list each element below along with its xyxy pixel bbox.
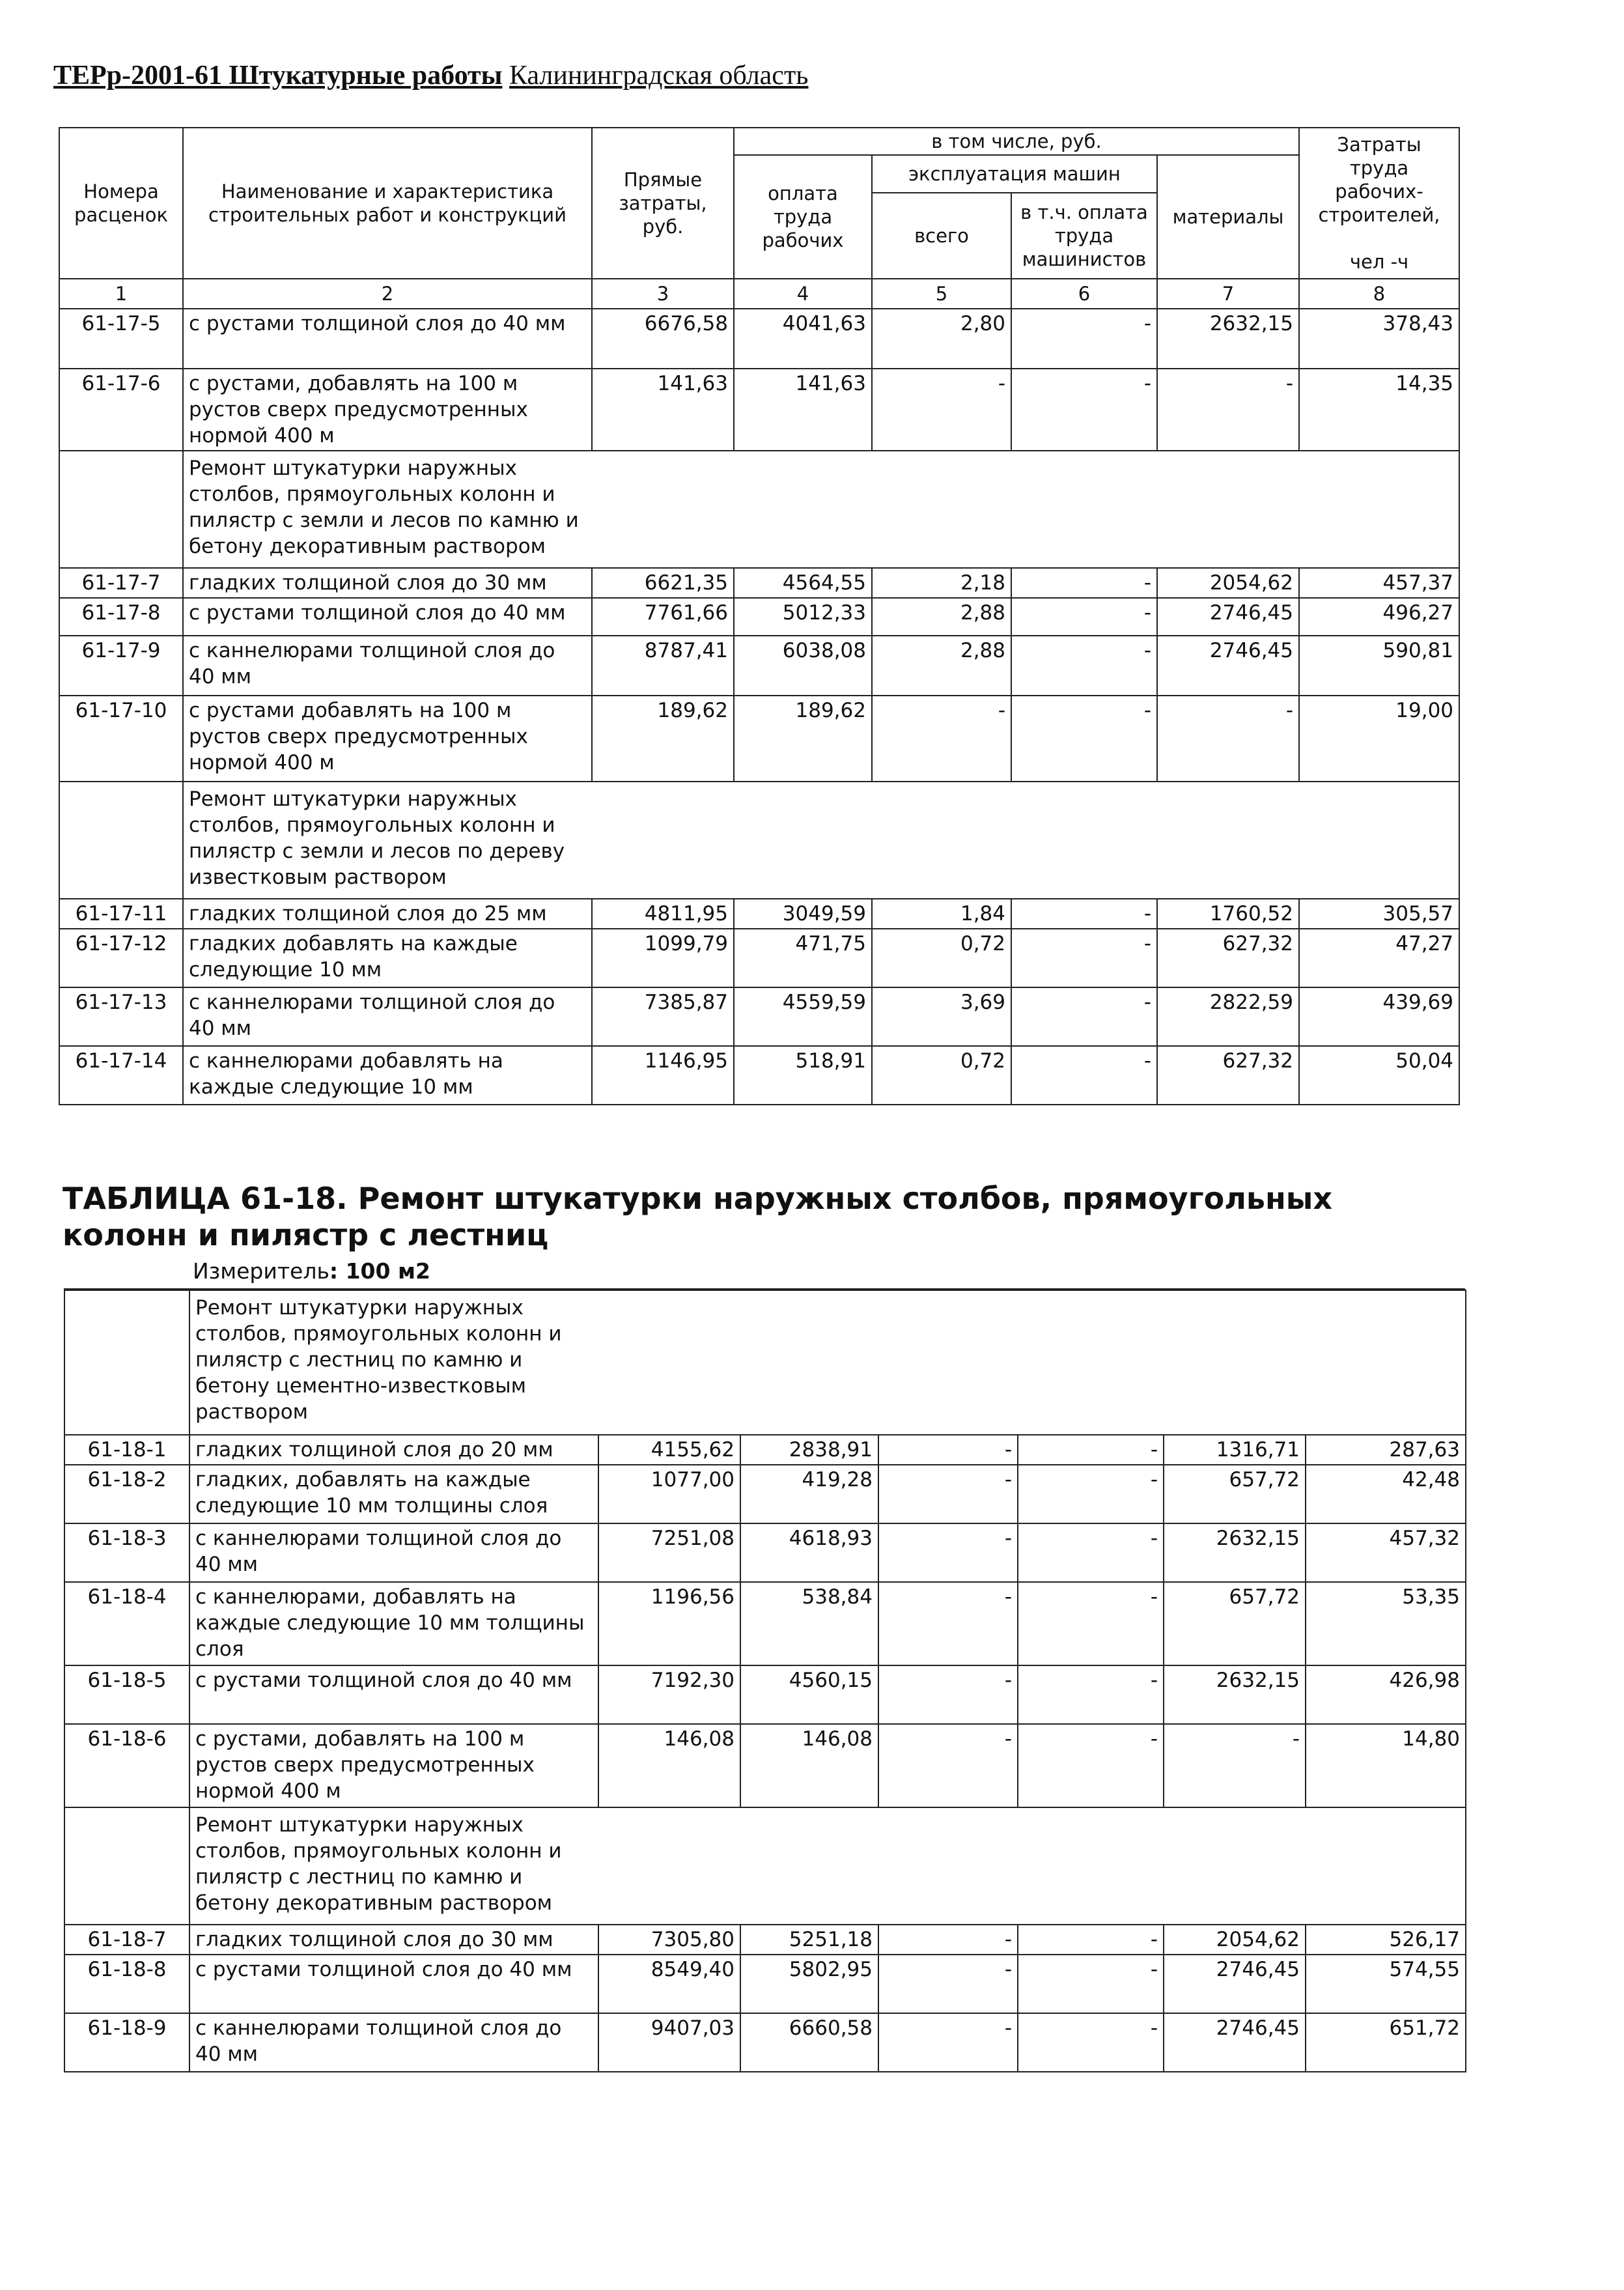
rate-code: 61-18-5 <box>64 1665 189 1724</box>
labor-cost: 287,63 <box>1306 1435 1466 1465</box>
direct-cost: 4155,62 <box>598 1435 740 1465</box>
machines-wage-cost: - <box>1011 598 1157 636</box>
table-row <box>59 568 1459 598</box>
machines-wage-cost: - <box>1018 1925 1164 1955</box>
direct-cost: 7251,08 <box>598 1523 740 1582</box>
materials-cost: 1316,71 <box>1164 1435 1306 1465</box>
group-heading-row <box>64 1290 1466 1435</box>
wage-cost: 419,28 <box>740 1465 878 1523</box>
machines-cost: 2,18 <box>872 568 1011 598</box>
machines-wage-cost: - <box>1018 1665 1164 1724</box>
wage-cost: 146,08 <box>740 1724 878 1807</box>
work-name: гладких толщиной слоя до 20 мм <box>189 1435 598 1465</box>
document-region: Калининградская область <box>509 61 809 91</box>
wage-cost: 4618,93 <box>740 1523 878 1582</box>
group-heading <box>183 451 1459 568</box>
labor-label: Затраты труда рабочих-строителей, <box>1318 134 1440 226</box>
wage-cost: 6038,08 <box>734 636 872 696</box>
labor-cost: 439,69 <box>1299 987 1459 1046</box>
machines-cost: - <box>878 1665 1018 1724</box>
machines-wage-cost: - <box>1011 369 1157 451</box>
work-name: с рустами толщиной слоя до 40 мм <box>183 309 592 369</box>
materials-cost: 627,32 <box>1157 1046 1299 1105</box>
materials-cost: 2746,45 <box>1157 598 1299 636</box>
col-num: 5 <box>872 279 1011 309</box>
materials-cost: 2746,45 <box>1164 2013 1306 2072</box>
rate-code: 61-17-5 <box>59 309 183 369</box>
work-name: гладких толщиной слоя до 25 мм <box>183 899 592 929</box>
labor-cost: 14,80 <box>1306 1724 1466 1807</box>
wage-cost: 141,63 <box>734 369 872 451</box>
table-row <box>59 987 1459 1046</box>
materials-cost: 2746,45 <box>1164 1955 1306 2013</box>
rate-code: 61-18-7 <box>64 1925 189 1955</box>
direct-cost: 4811,95 <box>592 899 734 929</box>
table-row <box>64 1665 1466 1724</box>
group-heading-text: Ремонт штукатурки наружных столбов, прямоугольных колонн и пилястр с земли и лесов по камню и бетону декоративным раствором <box>189 457 579 558</box>
labor-cost: 457,37 <box>1299 568 1459 598</box>
labor-cost: 651,72 <box>1306 2013 1466 2072</box>
machines-wage-cost: - <box>1018 2013 1164 2072</box>
wage-cost: 4560,15 <box>740 1665 878 1724</box>
table-row <box>59 598 1459 636</box>
machines-cost: 0,72 <box>872 929 1011 987</box>
machines-wage-cost: - <box>1011 987 1157 1046</box>
machines-wage-cost: - <box>1018 1724 1164 1807</box>
work-name: с каннелюрами толщиной слоя до 40 мм <box>189 2013 598 2072</box>
materials-cost: 2632,15 <box>1164 1665 1306 1724</box>
table-row <box>59 369 1459 451</box>
measure-unit <box>193 1258 430 1284</box>
machines-wage-cost: - <box>1011 929 1157 987</box>
machines-cost: - <box>878 1582 1018 1665</box>
direct-cost: 7305,80 <box>598 1925 740 1955</box>
work-name: гладких толщиной слоя до 30 мм <box>189 1925 598 1955</box>
machines-cost: - <box>878 1955 1018 2013</box>
group-heading-text: Ремонт штукатурки наружных столбов, прямоугольных колонн и пилястр с земли и лесов по дереву известковым раствором <box>189 787 565 889</box>
labor-cost: 426,98 <box>1306 1665 1466 1724</box>
direct-cost: 1196,56 <box>598 1582 740 1665</box>
col-header-direct: Прямые затраты, руб. <box>592 128 734 279</box>
machines-cost: - <box>878 1435 1018 1465</box>
machines-cost: - <box>878 1465 1018 1523</box>
machines-wage-cost: - <box>1011 899 1157 929</box>
table-row <box>59 636 1459 696</box>
col-num: 3 <box>592 279 734 309</box>
labor-cost: 457,32 <box>1306 1523 1466 1582</box>
col-num: 8 <box>1299 279 1459 309</box>
materials-cost: 657,72 <box>1164 1582 1306 1665</box>
col-header-labor <box>1299 128 1459 279</box>
labor-cost: 19,00 <box>1299 696 1459 782</box>
direct-cost: 189,62 <box>592 696 734 782</box>
rate-code: 61-18-1 <box>64 1435 189 1465</box>
rate-code: 61-17-10 <box>59 696 183 782</box>
materials-cost: 2054,62 <box>1164 1925 1306 1955</box>
rate-code: 61-17-7 <box>59 568 183 598</box>
machines-wage-cost: - <box>1018 1955 1164 2013</box>
work-name: с рустами толщиной слоя до 40 мм <box>189 1665 598 1724</box>
machines-cost: - <box>878 1523 1018 1582</box>
machines-cost: - <box>878 2013 1018 2072</box>
col-header-machines-total: всего <box>872 193 1011 279</box>
materials-cost: 657,72 <box>1164 1465 1306 1523</box>
work-name: гладких добавлять на каждые следующие 10 мм <box>183 929 592 987</box>
col-header-incl: в том числе, руб. <box>734 128 1299 155</box>
group-heading-row <box>64 1807 1466 1925</box>
group-empty-cell <box>59 451 183 568</box>
machines-wage-cost: - <box>1011 1046 1157 1105</box>
labor-cost: 496,27 <box>1299 598 1459 636</box>
materials-cost: - <box>1164 1724 1306 1807</box>
wage-cost: 4559,59 <box>734 987 872 1046</box>
wage-cost: 2838,91 <box>740 1435 878 1465</box>
work-name: с каннелюрами толщиной слоя до 40 мм <box>189 1523 598 1582</box>
direct-cost: 7385,87 <box>592 987 734 1046</box>
wage-cost: 3049,59 <box>734 899 872 929</box>
labor-cost: 53,35 <box>1306 1582 1466 1665</box>
page-title <box>53 60 808 91</box>
labor-cost: 526,17 <box>1306 1925 1466 1955</box>
work-name: с рустами, добавлять на 100 м рустов сверх предусмотренных нормой 400 м <box>189 1724 598 1807</box>
col-header-wage: оплата труда рабочих <box>734 155 872 279</box>
labor-cost: 42,48 <box>1306 1465 1466 1523</box>
group-heading <box>189 1290 1466 1435</box>
machines-cost: 2,80 <box>872 309 1011 369</box>
measure-label: Измеритель <box>193 1258 329 1284</box>
table-row <box>59 696 1459 782</box>
work-name: с каннелюрами толщиной слоя до 40 мм <box>183 636 592 696</box>
labor-cost: 590,81 <box>1299 636 1459 696</box>
rates-table-61-17 <box>59 127 1460 1105</box>
table-row <box>64 1724 1466 1807</box>
direct-cost: 1077,00 <box>598 1465 740 1523</box>
work-name: с рустами толщиной слоя до 40 мм <box>183 598 592 636</box>
direct-cost: 6676,58 <box>592 309 734 369</box>
group-heading-text: Ремонт штукатурки наружных столбов, прямоугольных колонн и пилястр с лестниц по камню и бетону декоративным раствором <box>195 1813 562 1915</box>
col-header-materials: материалы <box>1157 155 1299 279</box>
machines-cost: 0,72 <box>872 1046 1011 1105</box>
rates-table-61-18 <box>64 1290 1466 2072</box>
wage-cost: 4041,63 <box>734 309 872 369</box>
table-row <box>59 929 1459 987</box>
materials-cost: 1760,52 <box>1157 899 1299 929</box>
rate-code: 61-18-9 <box>64 2013 189 2072</box>
machines-wage-cost: - <box>1018 1582 1164 1665</box>
materials-cost: - <box>1157 696 1299 782</box>
labor-cost: 574,55 <box>1306 1955 1466 2013</box>
labor-cost: 305,57 <box>1299 899 1459 929</box>
work-name: гладких, добавлять на каждые следующие 10 мм толщины слоя <box>189 1465 598 1523</box>
col-header-machines-wage: в т.ч. оплата труда машинистов <box>1011 193 1157 279</box>
work-name: с рустами, добавлять на 100 м рустов сверх предусмотренных нормой 400 м <box>183 369 592 451</box>
direct-cost: 1146,95 <box>592 1046 734 1105</box>
direct-cost: 1099,79 <box>592 929 734 987</box>
machines-wage-cost: - <box>1011 309 1157 369</box>
measure-value: : 100 м2 <box>329 1258 430 1284</box>
direct-cost: 8787,41 <box>592 636 734 696</box>
wage-cost: 471,75 <box>734 929 872 987</box>
machines-cost: - <box>872 369 1011 451</box>
group-heading-text: Ремонт штукатурки наружных столбов, прямоугольных колонн и пилястр с лестниц по камню и бетону цементно-известковым раствором <box>195 1296 562 1424</box>
labor-cost: 47,27 <box>1299 929 1459 987</box>
table-row <box>64 1582 1466 1665</box>
materials-cost: 2054,62 <box>1157 568 1299 598</box>
wage-cost: 5251,18 <box>740 1925 878 1955</box>
wage-cost: 189,62 <box>734 696 872 782</box>
machines-wage-cost: - <box>1018 1523 1164 1582</box>
table-row <box>64 1955 1466 2013</box>
table-row <box>64 1465 1466 1523</box>
col-num: 4 <box>734 279 872 309</box>
wage-cost: 5802,95 <box>740 1955 878 2013</box>
col-num: 6 <box>1011 279 1157 309</box>
machines-cost: - <box>878 1724 1018 1807</box>
rate-code: 61-17-12 <box>59 929 183 987</box>
group-heading-row <box>59 782 1459 899</box>
direct-cost: 7192,30 <box>598 1665 740 1724</box>
machines-cost: 1,84 <box>872 899 1011 929</box>
work-name: с рустами добавлять на 100 м рустов сверх предусмотренных нормой 400 м <box>183 696 592 782</box>
machines-wage-cost: - <box>1011 696 1157 782</box>
work-name: с каннелюрами, добавлять на каждые следующие 10 мм толщины слоя <box>189 1582 598 1665</box>
direct-cost: 6621,35 <box>592 568 734 598</box>
document-code: ТЕРр-2001-61 Штукатурные работы <box>53 61 503 91</box>
labor-unit: чел -ч <box>1349 251 1409 273</box>
group-empty-cell <box>59 782 183 899</box>
group-empty-cell <box>64 1807 189 1925</box>
machines-wage-cost: - <box>1011 636 1157 696</box>
machines-wage-cost: - <box>1018 1465 1164 1523</box>
group-heading-row <box>59 451 1459 568</box>
machines-cost: - <box>878 1925 1018 1955</box>
section-title: ТАБЛИЦА 61-18. Ремонт штукатурки наружных столбов, прямоугольных колонн и пилястр с лестниц <box>63 1181 1333 1252</box>
wage-cost: 518,91 <box>734 1046 872 1105</box>
group-empty-cell <box>64 1290 189 1435</box>
machines-wage-cost: - <box>1018 1435 1164 1465</box>
table-row <box>64 1925 1466 1955</box>
rate-code: 61-17-9 <box>59 636 183 696</box>
rate-code: 61-18-6 <box>64 1724 189 1807</box>
machines-cost: 3,69 <box>872 987 1011 1046</box>
materials-cost: 2632,15 <box>1157 309 1299 369</box>
col-header-code: Номера расценок <box>59 128 183 279</box>
col-num: 7 <box>1157 279 1299 309</box>
rate-code: 61-17-8 <box>59 598 183 636</box>
col-header-name: Наименование и характеристика строительных работ и конструкций <box>183 128 592 279</box>
wage-cost: 5012,33 <box>734 598 872 636</box>
machines-wage-cost: - <box>1011 568 1157 598</box>
group-heading <box>189 1807 1466 1925</box>
table-row <box>59 1046 1459 1105</box>
table-row <box>59 899 1459 929</box>
materials-cost: 2822,59 <box>1157 987 1299 1046</box>
work-name: с каннелюрами толщиной слоя до 40 мм <box>183 987 592 1046</box>
table-row <box>64 2013 1466 2072</box>
materials-cost: 2746,45 <box>1157 636 1299 696</box>
labor-cost: 50,04 <box>1299 1046 1459 1105</box>
labor-cost: 14,35 <box>1299 369 1459 451</box>
table-row <box>59 309 1459 369</box>
rate-code: 61-18-4 <box>64 1582 189 1665</box>
rate-code: 61-18-3 <box>64 1523 189 1582</box>
wage-cost: 4564,55 <box>734 568 872 598</box>
rate-code: 61-17-6 <box>59 369 183 451</box>
rate-code: 61-17-13 <box>59 987 183 1046</box>
materials-cost: - <box>1157 369 1299 451</box>
col-num: 1 <box>59 279 183 309</box>
table-row <box>64 1523 1466 1582</box>
labor-cost: 378,43 <box>1299 309 1459 369</box>
wage-cost: 538,84 <box>740 1582 878 1665</box>
rate-code: 61-17-14 <box>59 1046 183 1105</box>
rate-code: 61-18-2 <box>64 1465 189 1523</box>
direct-cost: 9407,03 <box>598 2013 740 2072</box>
direct-cost: 7761,66 <box>592 598 734 636</box>
direct-cost: 141,63 <box>592 369 734 451</box>
work-name: с рустами толщиной слоя до 40 мм <box>189 1955 598 2013</box>
materials-cost: 627,32 <box>1157 929 1299 987</box>
materials-cost: 2632,15 <box>1164 1523 1306 1582</box>
wage-cost: 6660,58 <box>740 2013 878 2072</box>
col-header-machines: эксплуатация машин <box>872 155 1157 193</box>
machines-cost: 2,88 <box>872 636 1011 696</box>
work-name: гладких толщиной слоя до 30 мм <box>183 568 592 598</box>
rate-code: 61-18-8 <box>64 1955 189 2013</box>
direct-cost: 146,08 <box>598 1724 740 1807</box>
work-name: с каннелюрами добавлять на каждые следующие 10 мм <box>183 1046 592 1105</box>
col-num: 2 <box>183 279 592 309</box>
machines-cost: - <box>872 696 1011 782</box>
group-heading <box>183 782 1459 899</box>
rate-code: 61-17-11 <box>59 899 183 929</box>
machines-cost: 2,88 <box>872 598 1011 636</box>
table-row <box>64 1435 1466 1465</box>
direct-cost: 8549,40 <box>598 1955 740 2013</box>
